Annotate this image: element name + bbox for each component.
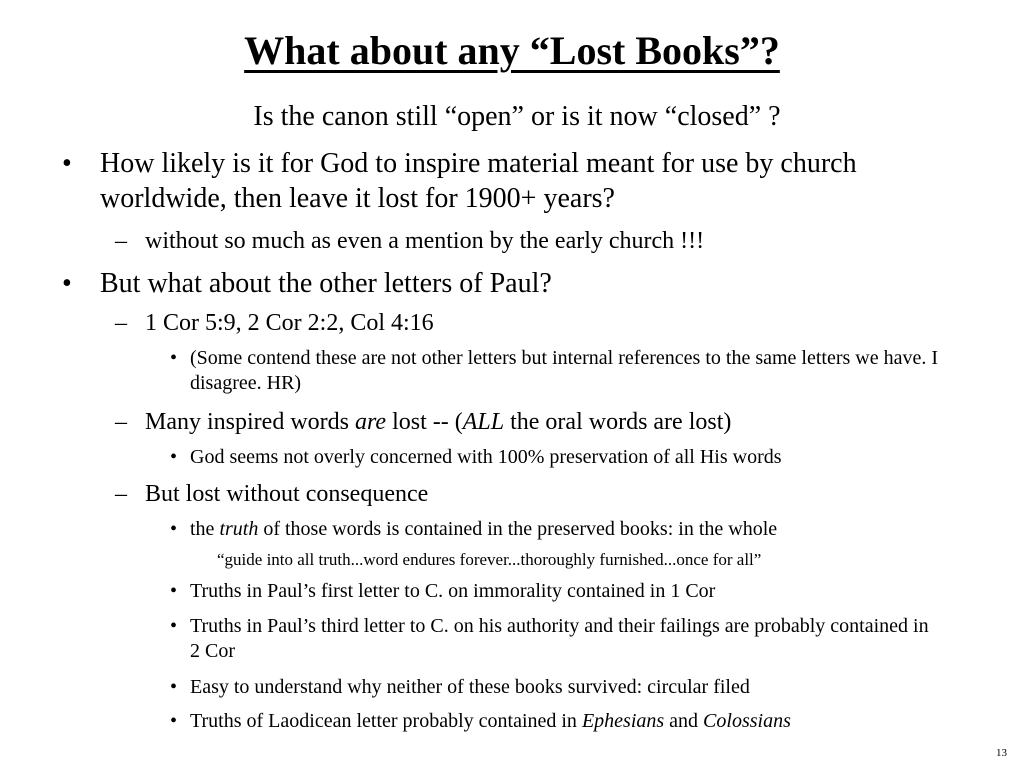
slide-subtitle: Is the canon still “open” or is it now “closed” ? <box>253 101 781 132</box>
page-number: 13 <box>996 747 1007 759</box>
bullet-marker: • <box>170 446 178 468</box>
bullet-marker: • <box>170 580 178 602</box>
dash-marker: – <box>115 409 127 435</box>
dash-marker: – <box>115 481 127 507</box>
sub-item-references: 1 Cor 5:9, 2 Cor 2:2, Col 4:16 <box>145 310 434 336</box>
sub-sub-item-truth-contained: the truth of those words is contained in the preserved books: in the whole <box>190 518 778 540</box>
sub-item-no-mention: without so much as even a mention by the early church !!! <box>145 228 705 254</box>
dash-marker: – <box>115 228 127 254</box>
bullet-marker: • <box>170 615 178 637</box>
slide-title: What about any “Lost Books”? <box>244 28 780 73</box>
sub-sub-item-third-letter: Truths in Paul’s third letter to C. on his authority and their failings are probably contained in 2 Cor <box>190 615 929 662</box>
sub-sub-item-contention: (Some contend these are not other letters but internal references to the same letters we have. I disagree. HR) <box>190 347 939 394</box>
dash-marker: – <box>115 310 127 336</box>
bullet-marker: • <box>62 268 72 299</box>
bullet-marker: • <box>170 347 178 369</box>
bullet-marker: • <box>170 518 178 540</box>
sub-item-inspired-words-lost: Many inspired words are lost -- (ALL the oral words are lost) <box>145 409 732 435</box>
sub-sub-item-laodicean: Truths of Laodicean letter probably contained in Ephesians and Colossians <box>190 710 791 732</box>
sub-item-lost-without-consequence: But lost without consequence <box>145 481 429 507</box>
bullet-marker: • <box>170 676 178 698</box>
bullet-item-inspire-lost: How likely is it for God to inspire material meant for use by church worldwide, then leave it lost for 1900+ years? <box>100 148 857 214</box>
bullet-item-other-letters: But what about the other letters of Paul? <box>100 268 552 299</box>
sub-sub-item-circular-filed: Easy to understand why neither of these books survived: circular filed <box>190 676 750 698</box>
bullet-marker: • <box>170 710 178 732</box>
scripture-quote: “guide into all truth...word endures forever...thoroughly furnished...once for all” <box>217 550 762 569</box>
bullet-marker: • <box>62 148 72 179</box>
sub-sub-item-preservation: God seems not overly concerned with 100% preservation of all His words <box>190 446 782 468</box>
sub-sub-item-first-letter: Truths in Paul’s first letter to C. on immorality contained in 1 Cor <box>190 580 716 602</box>
